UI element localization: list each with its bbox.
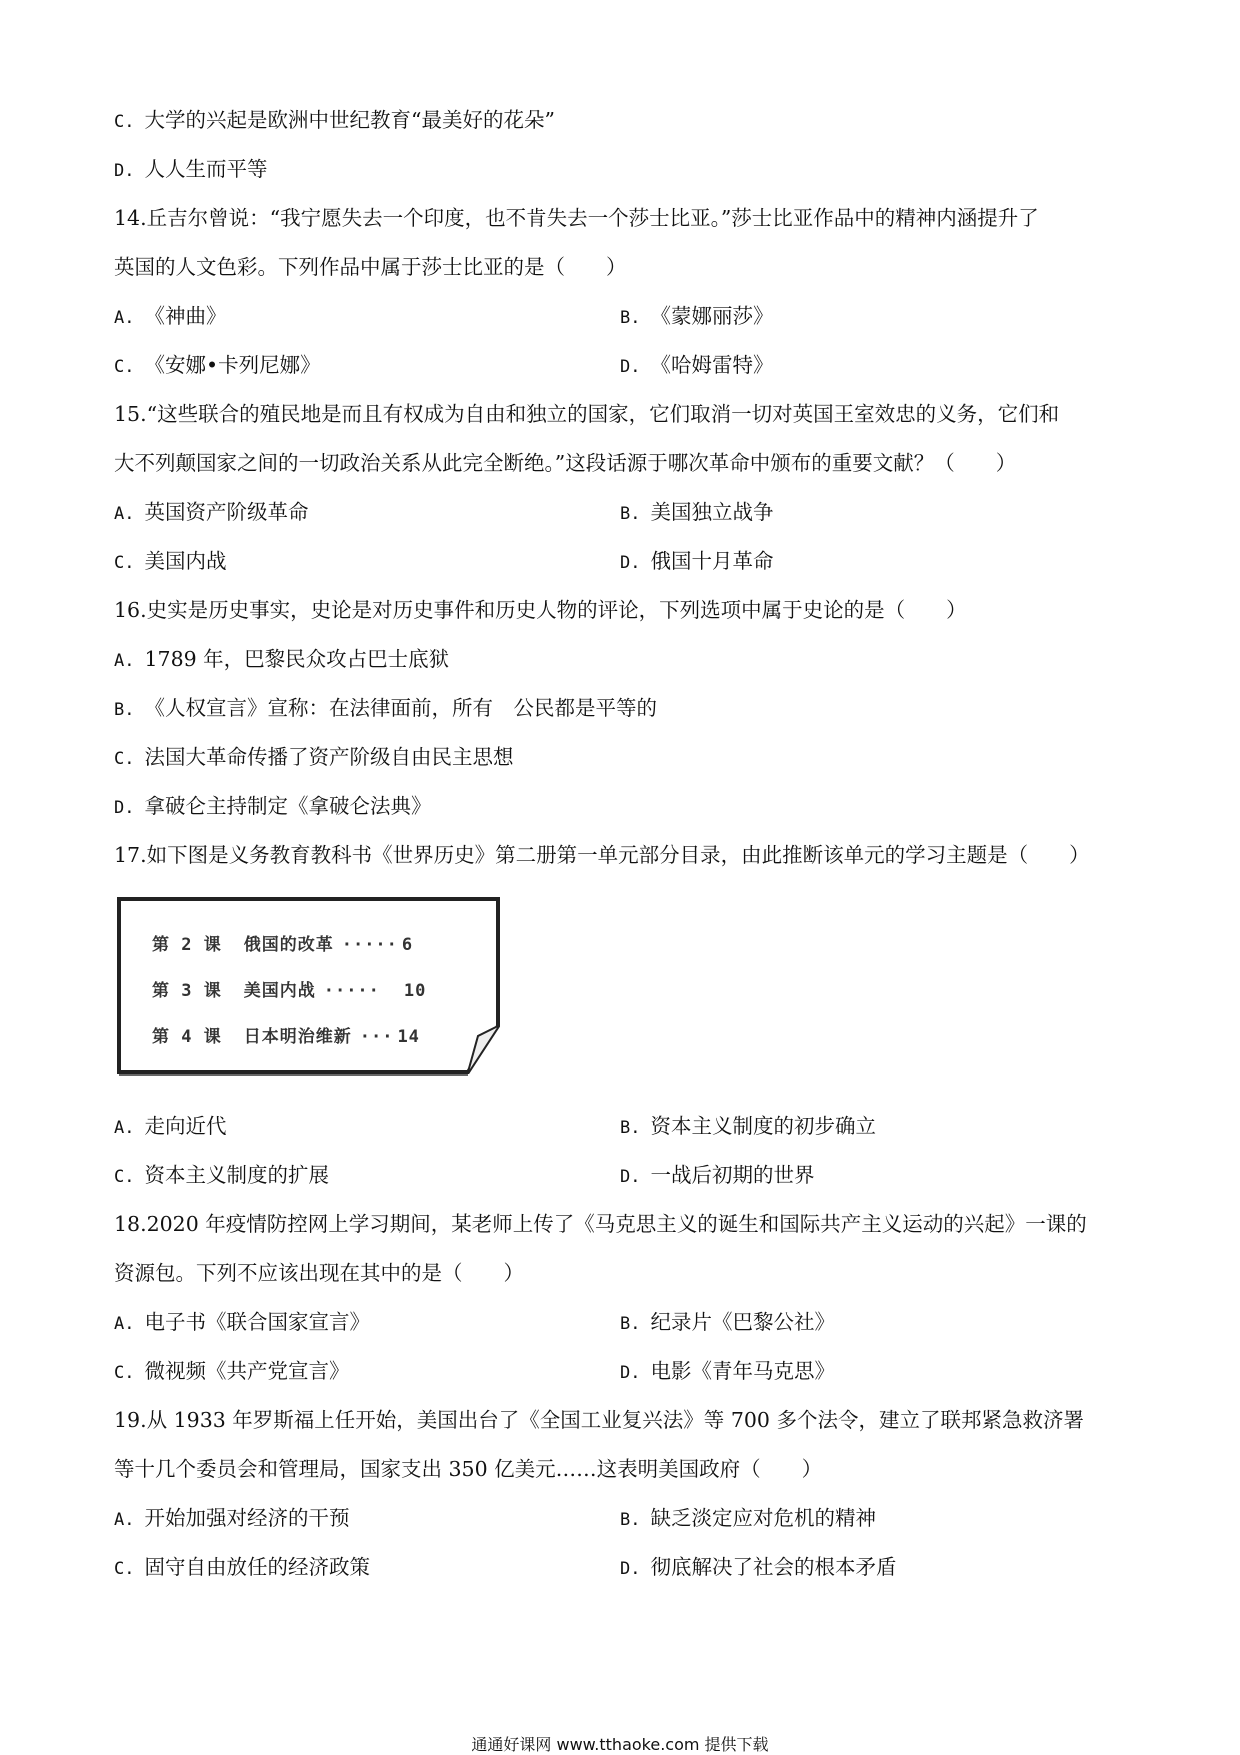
option-d: D. 《哈姆雷特》 bbox=[620, 353, 774, 377]
table-of-contents-figure bbox=[116, 896, 500, 1076]
page-footer: 通通好课网 www.tthaoke.com 提供下载 bbox=[471, 1735, 769, 1754]
option-c: C. 法国大革命传播了资产阶级自由民主思想 bbox=[114, 745, 514, 769]
option-d: D. 彻底解决了社会的根本矛盾 bbox=[620, 1555, 897, 1579]
option-b: B. 《蒙娜丽莎》 bbox=[620, 304, 774, 328]
question-19-stem: 19.从 1933 年罗斯福上任开始，美国出台了《全国工业复兴法》等 700 多个法令，建立了联邦紧急救济署 bbox=[114, 1408, 1084, 1432]
option-d: D. 俄国十月革命 bbox=[620, 549, 774, 573]
toc-row: 第 3 课 美国内战 ····· 10 bbox=[152, 981, 427, 1001]
question-19-stem-cont: 等十几个委员会和管理局，国家支出 350 亿美元……这表明美国政府（ ） bbox=[114, 1457, 823, 1481]
question-14-stem-cont: 英国的人文色彩。下列作品中属于莎士比亚的是（ ） bbox=[114, 255, 627, 279]
option-c: C. 美国内战 bbox=[114, 549, 227, 573]
option-c: C. 固守自由放任的经济政策 bbox=[114, 1555, 370, 1579]
option-b: B. 纪录片《巴黎公社》 bbox=[620, 1310, 835, 1334]
question-18-stem-cont: 资源包。下列不应该出现在其中的是（ ） bbox=[114, 1261, 524, 1285]
option-c: C. 资本主义制度的扩展 bbox=[114, 1163, 329, 1187]
option-c: C. 大学的兴起是欧洲中世纪教育“最美好的花朵” bbox=[114, 108, 555, 132]
question-15-stem-cont: 大不列颠国家之间的一切政治关系从此完全断绝。”这段话源于哪次革命中颁布的重要文献？（ ） bbox=[114, 451, 1017, 475]
option-d: D. 拿破仑主持制定《拿破仑法典》 bbox=[114, 794, 432, 818]
question-18-stem: 18.2020 年疫情防控网上学习期间，某老师上传了《马克思主义的诞生和国际共产主义运动的兴起》一课的 bbox=[114, 1212, 1087, 1236]
option-c: C. 《安娜•卡列尼娜》 bbox=[114, 353, 321, 377]
option-d: D. 人人生而平等 bbox=[114, 157, 268, 181]
option-b: B. 美国独立战争 bbox=[620, 500, 774, 524]
option-a: A. 开始加强对经济的干预 bbox=[114, 1506, 350, 1530]
question-15-stem: 15.“这些联合的殖民地是而且有权成为自由和独立的国家，它们取消一切对英国王室效忠的义务，它们和 bbox=[114, 402, 1060, 426]
question-16-stem: 16.史实是历史事实，史论是对历史事件和历史人物的评论，下列选项中属于史论的是（ ） bbox=[114, 598, 967, 622]
option-b: B. 缺乏淡定应对危机的精神 bbox=[620, 1506, 876, 1530]
option-d: D. 电影《青年马克思》 bbox=[620, 1359, 835, 1383]
option-a: A. 1789 年，巴黎民众攻占巴士底狱 bbox=[114, 647, 450, 671]
question-14-stem: 14.丘吉尔曾说：“我宁愿失去一个印度，也不肯失去一个莎士比亚。”莎士比亚作品中的精神内涵提升了 bbox=[114, 206, 1039, 230]
option-a: A. 英国资产阶级革命 bbox=[114, 500, 309, 524]
option-a: A. 电子书《联合国家宣言》 bbox=[114, 1310, 370, 1334]
toc-row: 第 2 课 俄国的改革 ····· 6 bbox=[152, 935, 414, 955]
option-a: A. 走向近代 bbox=[114, 1114, 227, 1138]
option-d: D. 一战后初期的世界 bbox=[620, 1163, 815, 1187]
option-b: B. 《人权宣言》宣称：在法律面前，所有 公民都是平等的 bbox=[114, 696, 657, 720]
question-17-stem: 17.如下图是义务教育教科书《世界历史》第二册第一单元部分目录，由此推断该单元的学习主题是（ ） bbox=[114, 843, 1090, 867]
option-b: B. 资本主义制度的初步确立 bbox=[620, 1114, 876, 1138]
option-c: C. 微视频《共产党宣言》 bbox=[114, 1359, 350, 1383]
toc-row: 第 4 课 日本明治维新 ··· 14 bbox=[152, 1027, 420, 1047]
option-a: A. 《神曲》 bbox=[114, 304, 227, 328]
